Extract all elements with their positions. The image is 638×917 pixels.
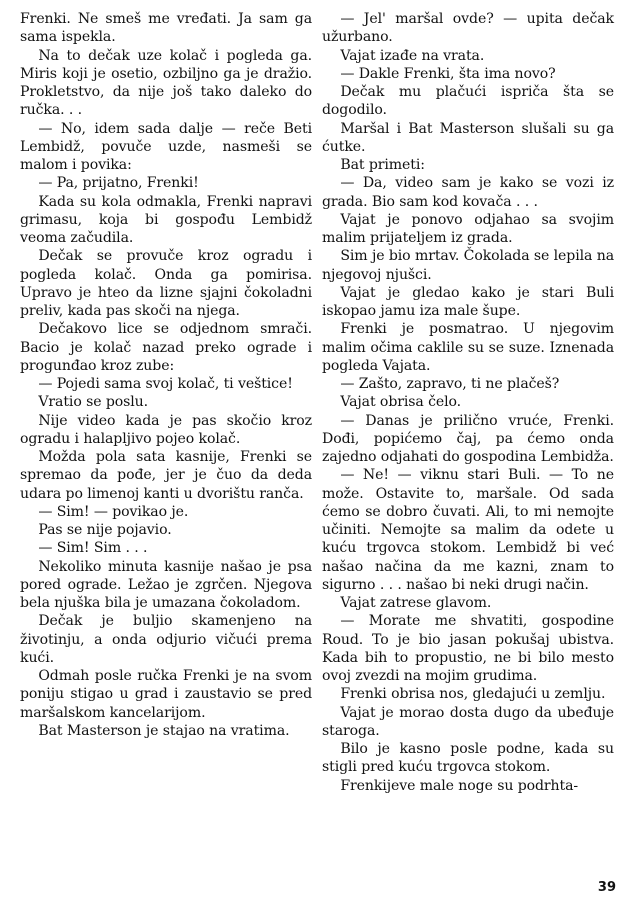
paragraph: Dečak se provuče kroz ogradu i pogleda kolač. Onda ga pomirisa. Upravo je hteo da lizne sjajni čokoladni preliv, kada pas skoči na njega. — [20, 248, 312, 319]
paragraph: Maršal i Bat Masterson slušali su ga ćutke. — [322, 120, 614, 155]
paragraph: Vajat zatrese glavom. — [340, 595, 492, 611]
paragraph: Vajat je ponovo odjahao sa svojim malim prijateljem iz grada. — [322, 211, 614, 246]
paragraph: Bilo je kasno posle podne, kada su stigli pred kuću trgovca stokom. — [322, 741, 614, 776]
left-column — [20, 10, 312, 740]
paragraph: Vajat je morao dosta dugo da ubeđuje staroga. — [322, 704, 614, 739]
paragraph: — Jel' maršal ovde? — upita dečak užurbano. — [322, 11, 614, 46]
paragraph: — Pa, prijatno, Frenki! — [38, 175, 199, 192]
paragraph: Bat primeti: — [340, 157, 425, 173]
paragraph: — Sim! — povikao je. — [38, 503, 189, 520]
paragraph: Nekoliko minuta kasnije našao je psa pored ograde. Ležao je zgrčen. Njegova bela njuška bila je umazana čokoladom. — [20, 558, 312, 611]
paragraph: Frenkijeve male noge su podrhta- — [340, 777, 579, 794]
paragraph: Vajat izađe na vrata. — [340, 47, 485, 64]
right-column — [322, 10, 614, 795]
paragraph: — Ne! — viknu stari Buli. — To ne može. Ostavite to, maršale. Od sada ćemo se dobro čuvati. Ali, to mi nemojte učiniti. Nemojte sa malim da odete u kuću trgovca stokom. Lembidž bi već našao načina da me kazni, znam to sigurno . . . našao bi neki drugi način. — [322, 467, 614, 593]
paragraph: Frenki. Ne smeš me vređati. Ja sam ga sama ispekla. — [20, 11, 312, 46]
paragraph: Vajat je gledao kako je stari Buli iskopao jamu iza male šupe. — [322, 284, 614, 319]
paragraph: Dečak je buljio skamenjeno na životinju, a onda odjurio vičući prema kući. — [20, 613, 312, 666]
paragraph: Frenki obrisa nos, gledajući u zemlju. — [340, 686, 606, 703]
paragraph: Kada su kola odmakla, Frenki napravi grimasu, koja bi gospođu Lembidž veoma začudila. — [20, 193, 312, 246]
paragraph: Frenki je posmatrao. U njegovim malim očima caklile su se suze. Iznenada pogleda Vajata. — [322, 321, 614, 374]
paragraph: Dečak mu plačući ispriča šta se dogodilo. — [322, 84, 614, 119]
paragraph: — Zašto, zapravo, ti ne plačeš? — [340, 376, 560, 392]
paragraph: — Da, video sam je kako se vozi iz grada. Bio sam kod kovača . . . — [322, 175, 614, 210]
paragraph: — No, idem sada dalje — reče Beti Lembidž, povuče uzde, nasmeši se malom i povika: — [20, 120, 312, 173]
paragraph: Možda pola sata kasnije, Frenki se spremao da pođe, jer je čuo da deda udara po limenoj kanti u dvorištu ranča. — [20, 449, 312, 502]
paragraph: — Morate me shvatiti, gospodine Roud. To je bio jasan pokušaj ubistva. Kada bih to propustio, ne bi bilo mesto ovoj zvezdi na mojim grudima. — [322, 613, 614, 684]
paragraph: Odmah posle ručka Frenki je na svom poniju stigao u grad i zaustavio se pred maršalskom kancelarijom. — [20, 668, 312, 721]
paragraph: Dečakovo lice se odjednom smrači. Bacio je kolač nazad preko ograde i progunđao kroz zube: — [20, 321, 312, 374]
paragraph: Nije video kada je pas skočio kroz ogradu i halapljivo pojeo kolač. — [20, 412, 312, 447]
paragraph: Bat Masterson je stajao na vratima. — [38, 722, 290, 739]
paragraph: — Dakle Frenki, šta ima novo? — [340, 65, 556, 82]
page-number: 39 — [597, 880, 616, 895]
paragraph: Vajat obrisa čelo. — [340, 394, 462, 411]
paragraph: Vratio se poslu. — [38, 394, 149, 411]
paragraph: — Pojedi sama svoj kolač, ti veštice! — [38, 376, 293, 392]
paragraph: Pas se nije pojavio. — [38, 522, 172, 538]
paragraph: — Sim! Sim . . . — [38, 540, 148, 557]
paragraph: — Danas je prilično vruće, Frenki. Dođi, popićemo čaj, pa ćemo onda zajedno odjahati do gospodina Lembidža. — [322, 412, 614, 465]
paragraph: Sim je bio mrtav. Čokolada se lepila na njegovoj njušci. — [322, 248, 614, 283]
paragraph: Na to dečak uze kolač i pogleda ga. Miris koji je osetio, ozbiljno ga je dražio. Prokletstvo, da nije još tako daleko do ručka. . . — [20, 47, 312, 119]
